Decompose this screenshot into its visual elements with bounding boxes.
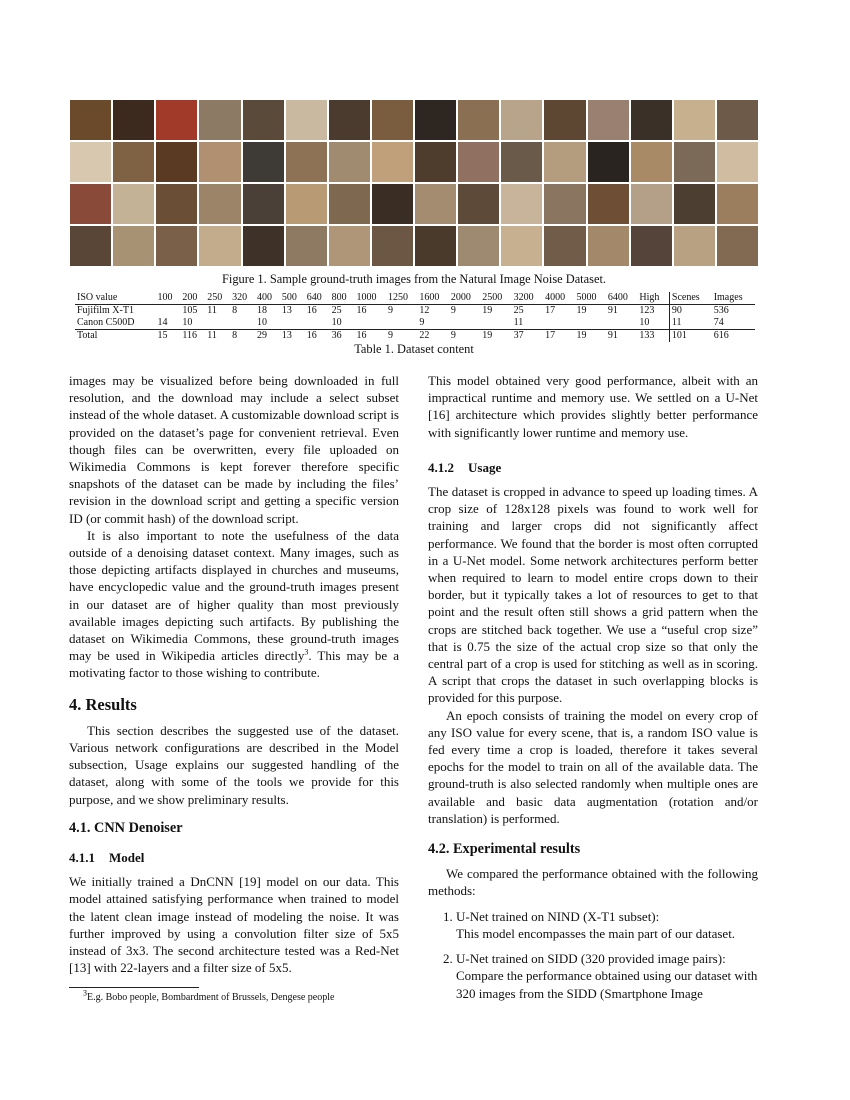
table-cell bbox=[575, 317, 606, 330]
sample-image-tile bbox=[501, 100, 542, 140]
sample-image-tile bbox=[631, 100, 672, 140]
table-cell: 22 bbox=[417, 330, 448, 343]
table-cell: 13 bbox=[281, 305, 292, 316]
table-cell: Canon C500D bbox=[77, 317, 135, 328]
table-cell: 105 bbox=[182, 305, 198, 316]
sample-image-tile bbox=[286, 184, 327, 224]
sample-image-tile bbox=[458, 226, 499, 266]
table-cell: 19 bbox=[575, 330, 606, 343]
sample-image-tile bbox=[717, 100, 758, 140]
table-cell bbox=[230, 317, 255, 330]
table-cell bbox=[355, 317, 386, 330]
table-cell: 16 bbox=[356, 305, 367, 316]
table-cell bbox=[280, 317, 305, 330]
sample-image-tile bbox=[588, 184, 629, 224]
sample-image-tile bbox=[458, 184, 499, 224]
table-cell: 640 bbox=[305, 292, 330, 305]
left-column bbox=[69, 372, 399, 1004]
table-cell: 19 bbox=[576, 305, 587, 316]
table-cell: 10 bbox=[639, 317, 650, 328]
sample-image-tile bbox=[674, 226, 715, 266]
table-cell: 4000 bbox=[543, 292, 574, 305]
sample-image-tile bbox=[113, 184, 154, 224]
footnote: $^3$E.g. Bobo people, Bombardment of Brussels, Dengese people bbox=[83, 988, 335, 1003]
table-cell bbox=[386, 317, 417, 330]
table-cell: 250 bbox=[205, 292, 230, 305]
sample-image-tile bbox=[286, 142, 327, 182]
footnote-divider bbox=[69, 987, 199, 988]
table-cell: 800 bbox=[330, 292, 355, 305]
table-cell: 133 bbox=[637, 330, 669, 343]
paragraph: This section describes the suggested use of the dataset. Various network configurations are described in the Model subsection, Usage explains our suggested handling of the dataset, along with some of the tools we provide for this purpose, and we show preliminary results. bbox=[69, 722, 399, 807]
table-cell: 17 bbox=[543, 330, 574, 343]
table-cell: 400 bbox=[255, 292, 280, 305]
sample-image-tile bbox=[588, 100, 629, 140]
figure-image-mosaic bbox=[70, 100, 758, 266]
table-cell: 19 bbox=[482, 305, 493, 316]
sample-image-tile bbox=[631, 184, 672, 224]
methods-list bbox=[428, 908, 758, 1002]
table-caption: Table 1. Dataset content bbox=[354, 342, 474, 356]
table-cell: 36 bbox=[330, 330, 355, 343]
table-cell: 25 bbox=[331, 305, 342, 316]
table-cell: 11 bbox=[669, 317, 711, 330]
table-cell: 1250 bbox=[386, 292, 417, 305]
paragraph: The dataset is cropped in advance to speed up loading times. A crop size of 128x128 pixels was found to work well for training and larger crops did not significantly affect performance. We found that the border is most often corrupted in a U-Net model. Some network architectures perform better when required to learn to model entire crops down to their border, but it typically takes a lot of resources to get to that point and the result often still shows a grid pattern when the crops are stitched back together. We use a “useful crop size” that is 0.75 the size of the actual crop size so that only the central part of a crop is used for stitching as well as in scoring. A script that crops the dataset in such overlapping blocks is provided for this purpose. bbox=[428, 484, 758, 706]
table-cell: 16 bbox=[355, 330, 386, 343]
table-cell: 15 bbox=[156, 330, 181, 343]
list-item: 1. U-Net trained on NIND (X-T1 subset): This model encompasses the main part of our dataset. bbox=[456, 908, 758, 942]
table-cell: 9 bbox=[449, 330, 480, 343]
section-heading: 4. Results bbox=[69, 694, 137, 714]
table-cell: 11 bbox=[205, 330, 230, 343]
table-cell: High bbox=[637, 292, 669, 305]
sample-image-tile bbox=[372, 226, 413, 266]
paragraph: It is also important to note the usefulness of the data outside of a denoising dataset context. Many images, such as those depicting artifacts displayed in churches and museums, have encyclopedic value and the ground-truth images present in our dataset are of higher quality than most previously available images depicting such artifacts. By publishing the dataset on Wikimedia Commons, these ground-truth images may be used in Wikipedia articles directly$^3$. This may be a motivating factor to those wishing to contribute. bbox=[69, 527, 399, 681]
table-cell: 91 bbox=[607, 305, 618, 316]
table-cell: 25 bbox=[513, 305, 524, 316]
table-cell: 74 bbox=[713, 317, 724, 328]
sample-image-tile bbox=[113, 142, 154, 182]
sample-image-tile bbox=[674, 142, 715, 182]
sample-image-tile bbox=[501, 142, 542, 182]
sample-image-tile bbox=[329, 142, 370, 182]
sample-image-tile bbox=[243, 100, 284, 140]
table-cell: 5000 bbox=[575, 292, 606, 305]
subsubsection-heading: 4.1.2 Usage bbox=[428, 459, 502, 475]
table-cell: 9 bbox=[386, 330, 417, 343]
table-cell: 9 bbox=[387, 305, 393, 316]
subsection-heading: 4.1. CNN Denoiser bbox=[69, 819, 183, 836]
table-cell: 17 bbox=[545, 305, 556, 316]
table-cell: 2000 bbox=[449, 292, 480, 305]
table-cell: 12 bbox=[419, 305, 430, 316]
table-cell: 200 bbox=[180, 292, 205, 305]
table-cell: 91 bbox=[606, 330, 637, 343]
table-cell: 101 bbox=[669, 330, 711, 343]
table-cell: 320 bbox=[230, 292, 255, 305]
table-cell: 2500 bbox=[480, 292, 511, 305]
table-cell bbox=[606, 317, 637, 330]
table-cell bbox=[543, 317, 574, 330]
sample-image-tile bbox=[717, 226, 758, 266]
table-cell: 616 bbox=[712, 330, 755, 343]
table-cell: Scenes bbox=[669, 292, 711, 305]
sample-image-tile bbox=[70, 100, 111, 140]
table-cell: 9 bbox=[450, 305, 456, 316]
paragraph: This model obtained very good performance, albeit with an impractical runtime and memory use. We settled on a U-Net [16] architecture which provides slightly better performance with significantly lower runtime and memory use. bbox=[428, 373, 758, 440]
sample-image-tile bbox=[415, 100, 456, 140]
sample-image-tile bbox=[199, 142, 240, 182]
paragraph: We initially trained a DnCNN [19] model on our data. This model attained satisfying performance when trained to model the latent clean image instead of modeling the noise. It was further improved by using a convolution filter size of 5x5 instead of 3x3. The second architecture tested was a Red-Net [13] with 22-layers and a filter size of 5x5. bbox=[69, 874, 399, 976]
table-row bbox=[75, 317, 755, 330]
sample-image-tile bbox=[588, 226, 629, 266]
table-cell: Fujifilm X-T1 bbox=[77, 305, 134, 316]
sample-image-tile bbox=[717, 142, 758, 182]
footnote-marker: 3 bbox=[304, 647, 309, 657]
sample-image-tile bbox=[372, 184, 413, 224]
sample-image-tile bbox=[243, 226, 284, 266]
sample-image-tile bbox=[199, 100, 240, 140]
table-cell: 11 bbox=[513, 317, 524, 328]
table-cell: 10 bbox=[331, 317, 342, 328]
paragraph: We compared the performance obtained with the following methods: bbox=[428, 866, 758, 899]
sample-image-tile bbox=[113, 100, 154, 140]
subsection-heading: 4.2. Experimental results bbox=[428, 841, 581, 858]
sample-image-tile bbox=[70, 142, 111, 182]
right-column bbox=[428, 372, 758, 1010]
table-cell: 6400 bbox=[606, 292, 637, 305]
table-row bbox=[75, 305, 755, 318]
table-cell bbox=[156, 305, 181, 318]
sample-image-tile bbox=[243, 184, 284, 224]
sample-image-tile bbox=[329, 184, 370, 224]
sample-image-tile bbox=[501, 184, 542, 224]
sample-image-tile bbox=[415, 226, 456, 266]
sample-image-tile bbox=[631, 142, 672, 182]
table-cell: ISO value bbox=[75, 292, 156, 305]
sample-image-tile bbox=[156, 226, 197, 266]
table-cell: 10 bbox=[257, 317, 268, 328]
sample-image-tile bbox=[156, 100, 197, 140]
sample-image-tile bbox=[717, 184, 758, 224]
sample-image-tile bbox=[286, 100, 327, 140]
paragraph: An epoch consists of training the model on every crop of any ISO value for every scene, that is, a random ISO value is fed every time a crop is loaded, therefore it takes several epochs for the model to train on all of the available data. The ground-truth is also selected randomly when multiple ones are available and basic data augmentation (rotation and/or translation) is performed. bbox=[428, 707, 758, 826]
sample-image-tile bbox=[70, 226, 111, 266]
sample-image-tile bbox=[631, 226, 672, 266]
table-cell: Total bbox=[75, 330, 156, 343]
sample-image-tile bbox=[674, 100, 715, 140]
table-cell: 14 bbox=[157, 317, 168, 328]
table-cell: 123 bbox=[639, 305, 655, 316]
table-cell: Images bbox=[712, 292, 755, 305]
table-cell: 8 bbox=[230, 330, 255, 343]
sample-image-tile bbox=[458, 142, 499, 182]
sample-image-tile bbox=[501, 226, 542, 266]
table-cell bbox=[480, 317, 511, 330]
sample-image-tile bbox=[113, 226, 154, 266]
sample-image-tile bbox=[156, 142, 197, 182]
table-cell: 90 bbox=[669, 305, 711, 318]
sample-image-tile bbox=[70, 184, 111, 224]
table-cell: 100 bbox=[156, 292, 181, 305]
sample-image-tile bbox=[329, 100, 370, 140]
sample-image-tile bbox=[199, 184, 240, 224]
table-cell: 16 bbox=[306, 305, 317, 316]
sample-image-tile bbox=[329, 226, 370, 266]
table-cell: 29 bbox=[255, 330, 280, 343]
sample-image-tile bbox=[156, 184, 197, 224]
table-cell: 16 bbox=[305, 330, 330, 343]
table-cell: 1600 bbox=[417, 292, 448, 305]
table-cell: 11 bbox=[207, 305, 217, 316]
sample-image-tile bbox=[243, 142, 284, 182]
table-cell: 500 bbox=[280, 292, 305, 305]
table-total-row bbox=[75, 330, 755, 343]
sample-image-tile bbox=[199, 226, 240, 266]
sample-image-tile bbox=[415, 184, 456, 224]
sample-image-tile bbox=[588, 142, 629, 182]
sample-image-tile bbox=[372, 100, 413, 140]
sample-image-tile bbox=[415, 142, 456, 182]
table-cell: 1000 bbox=[355, 292, 386, 305]
list-item: 2. U-Net trained on SIDD (320 provided image pairs): Compare the performance obtained using our dataset with 320 images from the SIDD (Smartphone Image bbox=[456, 950, 758, 1002]
table-cell bbox=[305, 317, 330, 330]
table-cell: 37 bbox=[512, 330, 543, 343]
subsubsection-heading: 4.1.1 Model bbox=[69, 850, 145, 866]
sample-image-tile bbox=[544, 226, 585, 266]
dataset-table bbox=[75, 292, 755, 342]
table-cell bbox=[449, 317, 480, 330]
table-header-row bbox=[75, 292, 755, 305]
sample-image-tile bbox=[458, 100, 499, 140]
table-cell: 116 bbox=[180, 330, 205, 343]
sample-image-tile bbox=[544, 142, 585, 182]
sample-image-tile bbox=[544, 100, 585, 140]
paragraph: images may be visualized before being downloaded in full resolution, and the download may include a select subset instead of the whole dataset. A customizable download script is provided on the dataset’s page for convenient retrieval. Even though files can be overwritten, every file uploaded on Wikimedia Commons is kept forever therefore specific snapshots of the dataset can be made by including the files’ revision in the download script and getting a specific version ID (or commit hash) of the download script. bbox=[69, 373, 399, 526]
table-cell: 19 bbox=[480, 330, 511, 343]
table-cell: 8 bbox=[232, 305, 238, 316]
table-cell: 536 bbox=[713, 305, 729, 316]
table-cell: 18 bbox=[257, 305, 268, 316]
sample-image-tile bbox=[286, 226, 327, 266]
sample-image-tile bbox=[544, 184, 585, 224]
sample-image-tile bbox=[372, 142, 413, 182]
table-cell: 13 bbox=[280, 330, 305, 343]
sample-image-tile bbox=[674, 184, 715, 224]
table-cell bbox=[205, 317, 230, 330]
figure-caption: Figure 1. Sample ground-truth images from the Natural Image Noise Dataset. bbox=[221, 272, 606, 286]
table-cell: 10 bbox=[182, 317, 193, 328]
table-cell: 9 bbox=[419, 317, 425, 328]
table-cell: 3200 bbox=[512, 292, 543, 305]
